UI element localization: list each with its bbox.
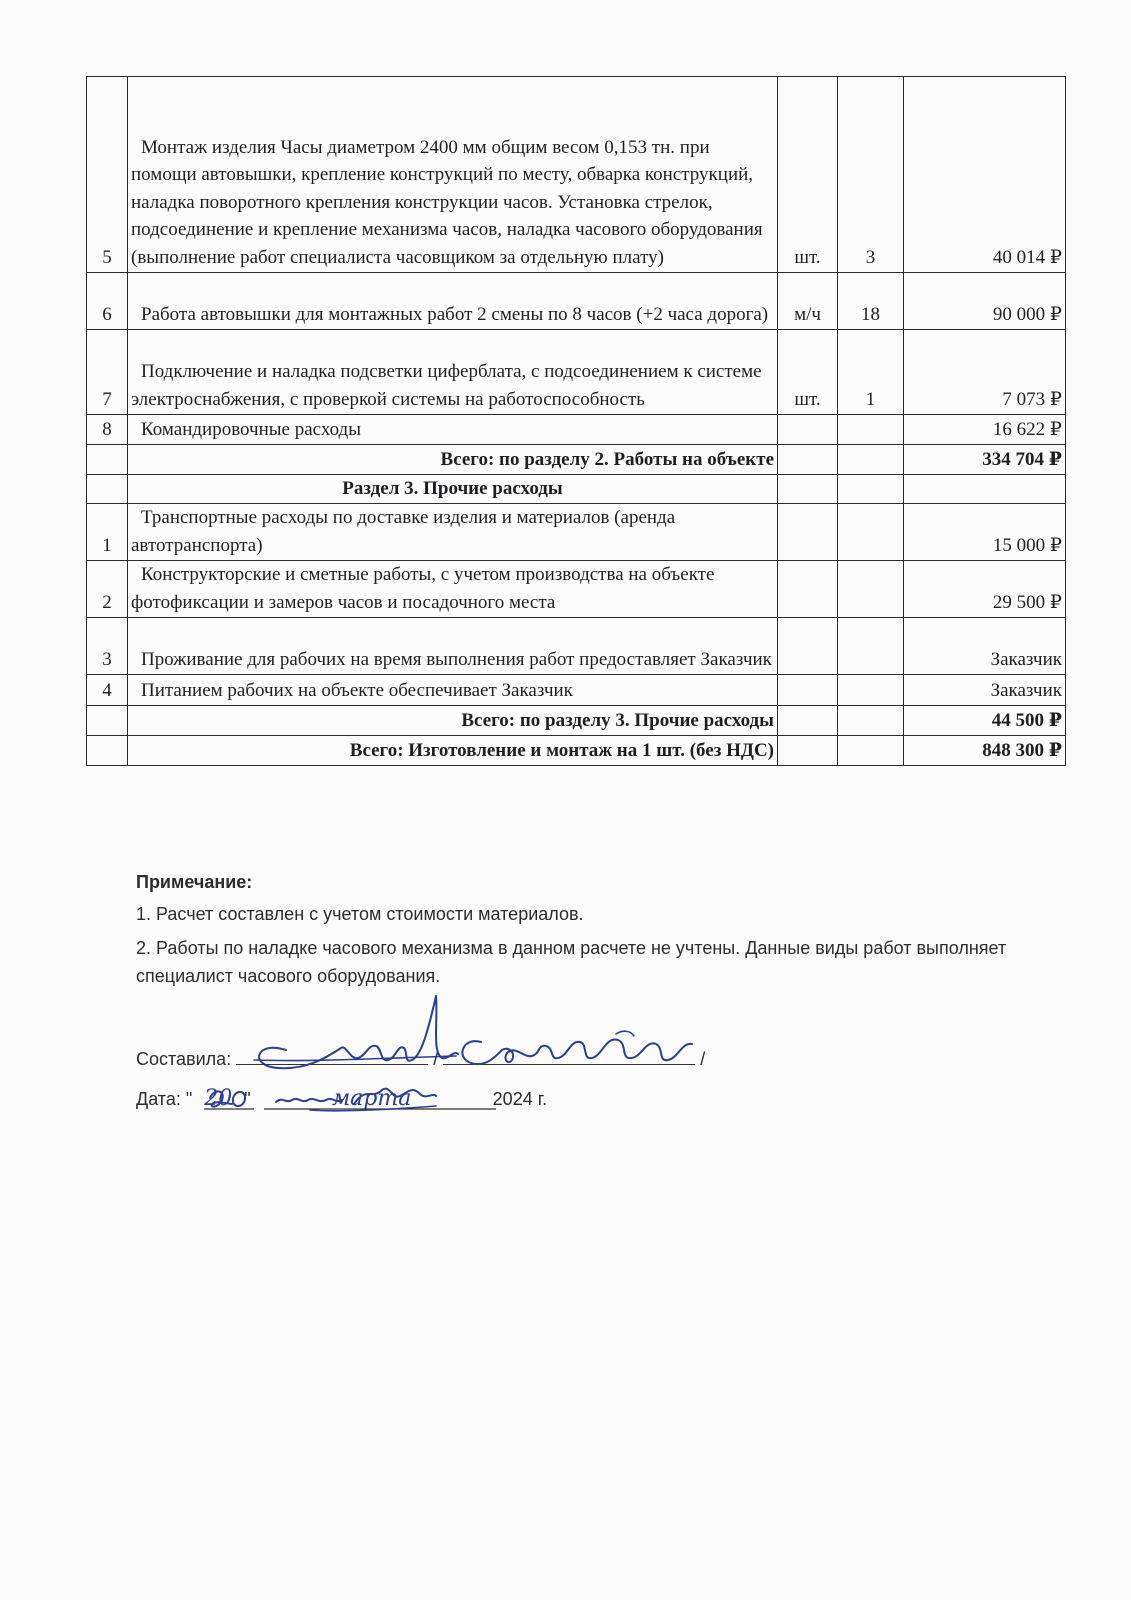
table-row	[87, 415, 1066, 445]
table-row	[87, 675, 1066, 706]
table-row	[87, 618, 1066, 675]
section-total-label: Всего: по разделу 3. Прочие расходы	[128, 706, 778, 736]
date-row: Дата: " 20 " марта 2024 г.	[136, 1086, 548, 1111]
table-row	[87, 330, 1066, 415]
compiled-by-label: Составила:	[136, 1049, 232, 1069]
row-description: Монтаж изделия Часы диаметром 2400 мм общим весом 0,153 тн. при помощи автовышки, крепление конструкций по месту, обварка конструкций, наладка поворотного крепления конструкции часов. Установка стрелок, подсоединение и крепление механизма часов, наладка часового оборудования (выполнение работ специалиста часовщиком за отдельную плату)	[128, 77, 778, 273]
note-item: 1. Расчет составлен с учетом стоимости материалов.	[136, 904, 584, 924]
row-sum: 16 622 ₽	[904, 415, 1066, 445]
row-quantity	[838, 504, 904, 561]
handwritten-signature	[254, 996, 458, 1068]
section-title: Раздел 3. Прочие расходы	[128, 475, 778, 504]
grand-total-label: Всего: Изготовление и монтаж на 1 шт. (без НДС)	[128, 736, 778, 766]
row-unit: шт.	[778, 77, 838, 273]
row-number: 3	[87, 618, 128, 675]
row-quantity: 18	[838, 273, 904, 330]
row-number: 1	[87, 504, 128, 561]
row-description: Подключение и наладка подсветки циферблата, с подсоединением к системе электроснабжения, с проверкой системы на работоспособность	[128, 330, 778, 415]
row-sum: 29 500 ₽	[904, 561, 1066, 618]
row-number: 5	[87, 77, 128, 273]
table-row	[87, 273, 1066, 330]
table-row	[87, 504, 1066, 561]
handwritten-name	[462, 1031, 692, 1064]
row-sum: 7 073 ₽	[904, 330, 1066, 415]
row-number: 4	[87, 675, 128, 706]
row-unit: шт.	[778, 330, 838, 415]
table-row	[87, 561, 1066, 618]
section-title-row	[87, 475, 1066, 504]
row-sum: 90 000 ₽	[904, 273, 1066, 330]
date-year: 2024 г.	[492, 1089, 548, 1109]
row-unit	[778, 675, 838, 706]
row-number: 2	[87, 561, 128, 618]
row-description: Командировочные расходы	[128, 415, 778, 445]
estimate-table	[86, 76, 1066, 766]
row-sum: Заказчик	[904, 675, 1066, 706]
row-quantity	[838, 618, 904, 675]
row-quantity: 1	[838, 330, 904, 415]
row-unit	[778, 561, 838, 618]
date-day: 20	[204, 1086, 233, 1111]
grand-total-sum: 848 300 ₽	[904, 736, 1066, 766]
notes-section	[136, 868, 1036, 996]
section-total-sum: 44 500 ₽	[904, 706, 1066, 736]
row-unit	[778, 415, 838, 445]
grand-total-row	[87, 736, 1066, 766]
row-quantity	[838, 675, 904, 706]
row-number: 7	[87, 330, 128, 415]
date-month: марта	[331, 1086, 412, 1111]
row-sum: Заказчик	[904, 618, 1066, 675]
section-total-sum: 334 704 ₽	[904, 445, 1066, 475]
row-number: 8	[87, 415, 128, 445]
row-unit	[778, 618, 838, 675]
row-quantity	[838, 415, 904, 445]
section-total-row	[87, 706, 1066, 736]
row-description: Работа автовышки для монтажных работ 2 смены по 8 часов (+2 часа дорога)	[128, 273, 778, 330]
row-number: 6	[87, 273, 128, 330]
row-unit	[778, 504, 838, 561]
row-description: Проживание для рабочих на время выполнения работ предоставляет Заказчик	[128, 618, 778, 675]
row-sum: 15 000 ₽	[904, 504, 1066, 561]
section-total-row	[87, 445, 1066, 475]
table-row	[87, 77, 1066, 273]
section-total-label: Всего: по разделу 2. Работы на объекте	[128, 445, 778, 475]
row-quantity	[838, 561, 904, 618]
note-item: 2. Работы по наладке часового механизма в данном расчете не учтены. Данные виды работ выполняет специалист часового оборудования.	[136, 938, 1007, 986]
row-quantity: 3	[838, 77, 904, 273]
row-description: Питанием рабочих на объекте обеспечивает Заказчик	[128, 675, 778, 706]
row-unit: м/ч	[778, 273, 838, 330]
notes-heading: Примечание:	[136, 872, 253, 892]
row-description: Транспортные расходы по доставке изделия и материалов (аренда автотранспорта)	[128, 504, 778, 561]
date-label: Дата: "	[136, 1089, 193, 1109]
row-sum: 40 014 ₽	[904, 77, 1066, 273]
signature-ink	[136, 1000, 836, 1100]
row-description: Конструкторские и сметные работы, с учетом производства на объекте фотофиксации и замеров часов и посадочного места	[128, 561, 778, 618]
compiled-by-row: Составила: / /	[136, 1044, 705, 1070]
